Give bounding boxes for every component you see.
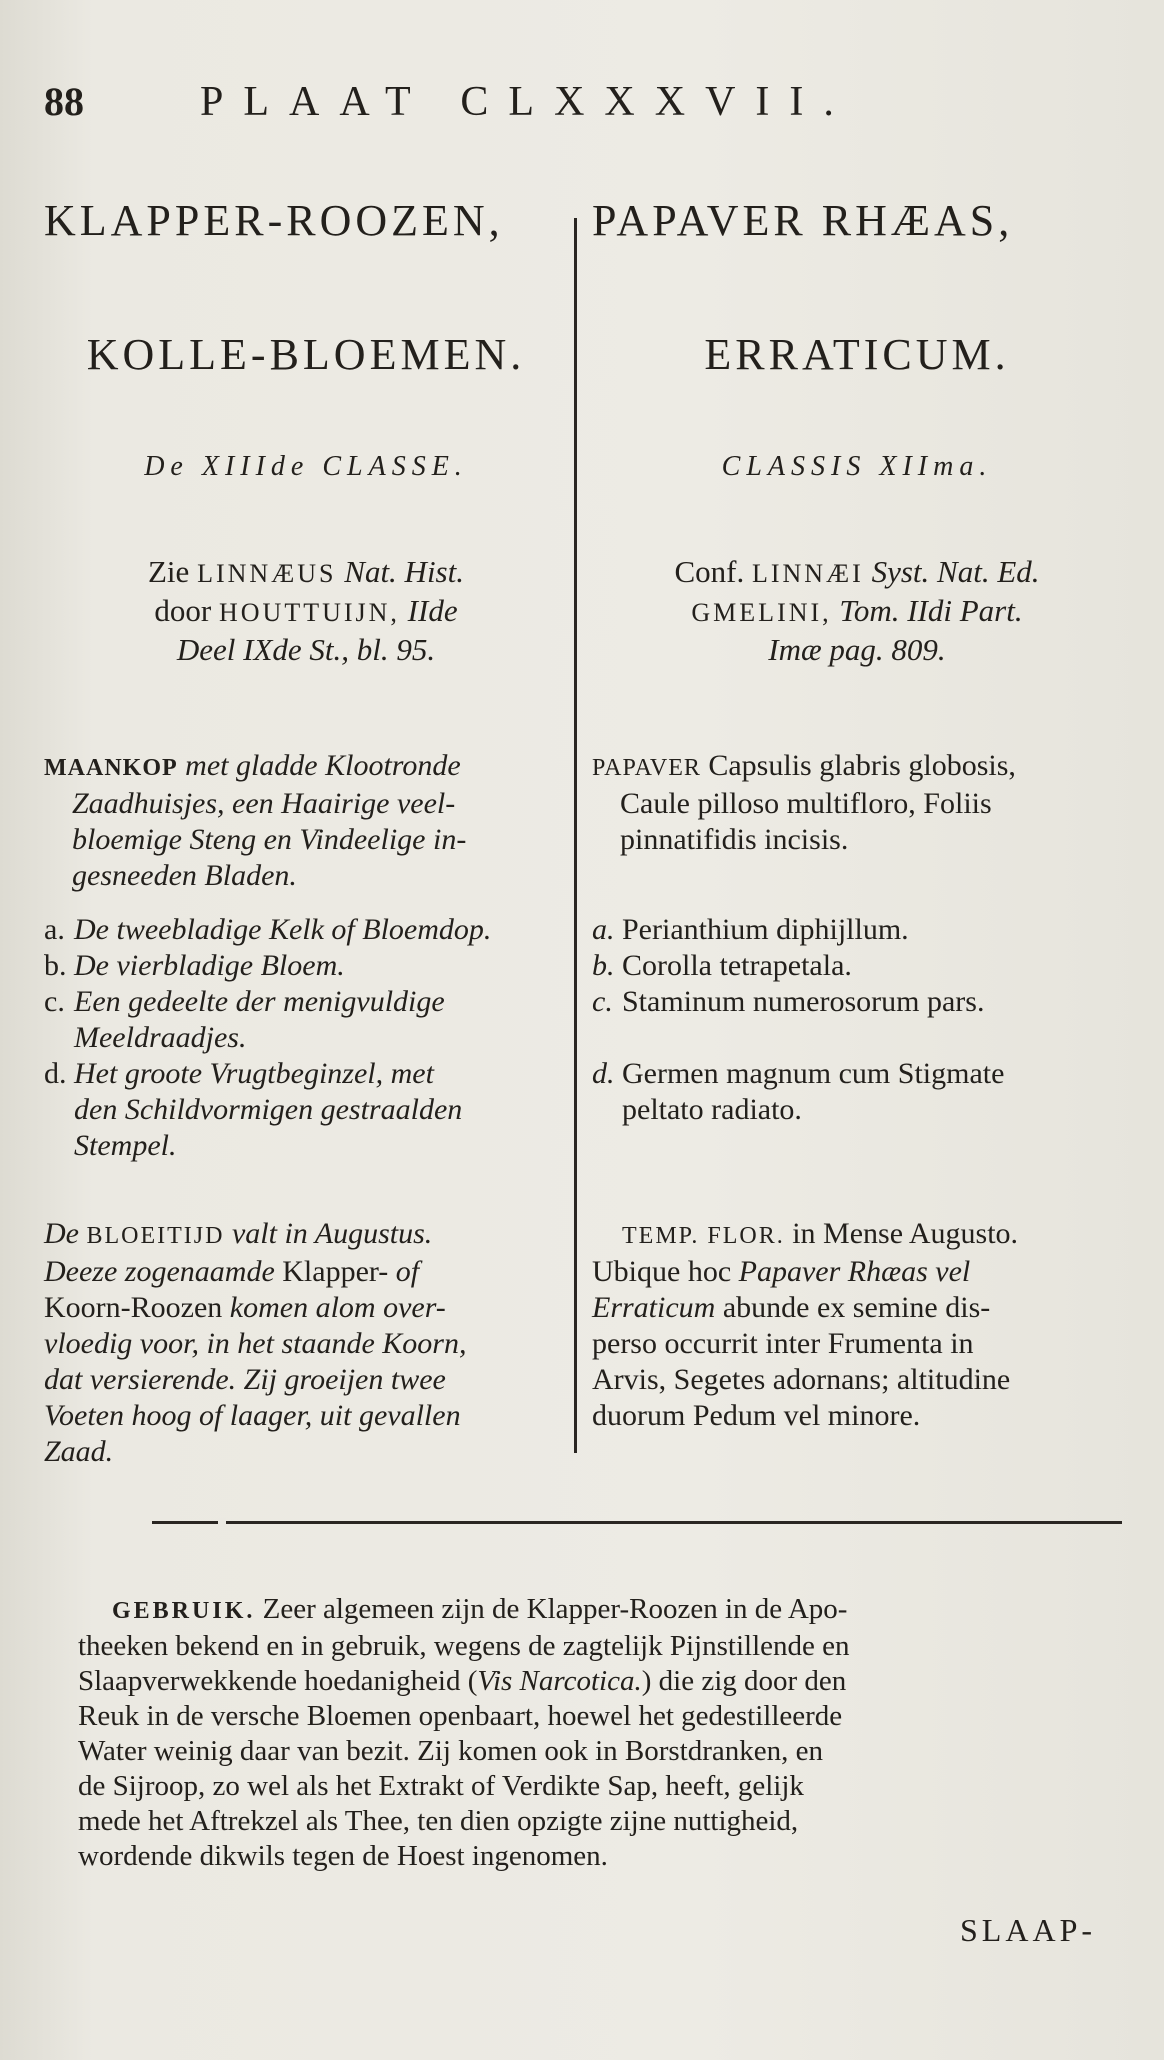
plate-title: PLAAT CLXXXVII. [200, 79, 854, 125]
ref-line2-post: IIde [407, 593, 458, 628]
ref-author: LINNÆI [751, 559, 864, 588]
latin-classis: CLASSIS XIIma. [721, 451, 993, 482]
desc-line1: Capsulis glabris globosis, [708, 749, 1016, 782]
latin-figure-list [592, 912, 1122, 1164]
desc-line1: met gladde Klootronde [185, 749, 461, 782]
list-item: c. Een gedeelte der menigvuldige Meeldraadjes. [44, 985, 445, 1054]
ref-translator: HOUTTUIJN, [219, 598, 400, 627]
ref-author: LINNÆUS [197, 559, 337, 588]
ref-prefix: Conf. [674, 554, 745, 589]
desc-lead: PAPAVER [592, 755, 701, 781]
dutch-column [44, 195, 568, 1470]
dutch-figure-list [44, 912, 568, 1164]
ref-line2-pre: door [154, 593, 212, 628]
column-divider [574, 218, 577, 1453]
desc-cont-1: Caule pilloso multifloro, Foliis [620, 787, 992, 820]
ref-line3: Imæ pag. 809. [768, 632, 946, 667]
dutch-title-line1: KLAPPER-ROOZEN, [44, 196, 504, 245]
ref-work: Nat. Hist. [344, 554, 464, 589]
list-item: d. Het groote Vrugtbeginzel, met den Schildvormigen gestraalden Stempel. [44, 1057, 463, 1162]
ref-editor: GMELINI, [691, 598, 832, 627]
latin-title-line2: ERRATICUM. [704, 330, 1010, 379]
dutch-reference [44, 553, 568, 668]
ref-line2-post: Tom. IIdi Part. [839, 593, 1023, 628]
dutch-classe: De XIIIde CLASSE. [144, 451, 468, 482]
desc-cont-1: Zaadhuisjes, een Haairige veel- [72, 787, 456, 820]
latin-title-line1: PAPAVER RHÆAS, [592, 196, 1014, 245]
horizontal-rule [152, 1521, 1122, 1524]
dutch-flowering-text: De BLOEITIJD valt in Augustus. Deeze zogenaamde Klapper- of Koorn-Roozen komen alom over- vloedig voor, in het staande Koorn, dat versierende. Zij groeijen twee Voeten hoog of laager, uit gevallen Zaad. [44, 1217, 467, 1468]
latin-description [592, 748, 1122, 894]
list-item: b. De vierbladige Bloem. [44, 949, 345, 982]
ref-work: Syst. Nat. Ed. [871, 554, 1040, 589]
desc-cont-3: gesneeden Bladen. [72, 859, 297, 892]
list-item: b. Corolla tetrapetala. [592, 949, 852, 982]
latin-flowering-text: TEMP. FLOR. in Mense Augusto. Ubique hoc Papaver Rhæas vel Erraticum abunde ex semine dis- perso occurrit inter Frumenta in Arvis, Segetes adornans; altitudine duorum Pedum vel minore. [592, 1217, 1019, 1432]
rule-gap [218, 1518, 226, 1527]
list-item: c. Staminum numerosorum pars. [592, 985, 985, 1018]
desc-cont-2: bloemige Steng en Vindeelige in- [72, 823, 467, 856]
list-item: a. Perianthium diphijllum. [592, 913, 909, 946]
desc-lead: MAANKOP [44, 755, 178, 781]
ref-line3: Deel IXde St., bl. 95. [176, 632, 436, 667]
page-number: 88 [44, 79, 84, 124]
list-item: d. Germen magnum cum Stigmate peltato radiato. [592, 1057, 1005, 1126]
dutch-description [44, 748, 568, 894]
gebruik-paragraph: GEBRUIK. Zeer algemeen zijn de Klapper-Roozen in de Apo- theeken bekend en in gebruik, wegens de zagtelijk Pijnstillende en Slaapverwekkende hoedanigheid (Vis Narcotica.) die zig door den Reuk in de versche Bloemen openbaart, hoewel het gedestilleerde Water weinig daar van bezit. Zij komen ook in Borstdranken, en de Sijroop, zo wel als het Extrakt of Verdikte Sap, heeft, gelijk mede het Aftrekzel als Thee, ten dien opzigte zijne nuttigheid, wordende dikwils tegen de Hoest ingenomen. [78, 1593, 850, 1872]
ref-prefix: Zie [148, 554, 190, 589]
list-item: a. De tweebladige Kelk of Bloemdop. [44, 913, 492, 946]
dutch-title-line2: KOLLE-BLOEMEN. [86, 330, 526, 379]
latin-reference [592, 553, 1122, 668]
desc-cont-2: pinnatifidis incisis. [620, 823, 849, 856]
gebruik-lead: GEBRUIK. [112, 1598, 256, 1624]
latin-column [592, 195, 1122, 1434]
catchword: SLAAP- [960, 1912, 1097, 1948]
